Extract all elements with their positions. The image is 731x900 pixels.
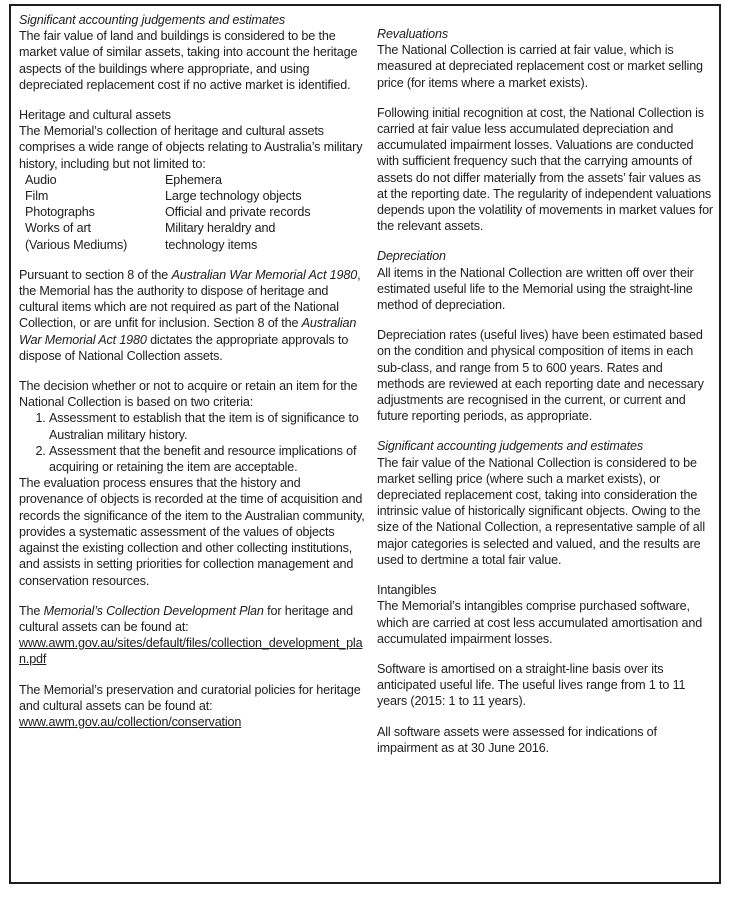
text-fragment: for heritage and cultural assets can be found at: xyxy=(19,603,353,634)
pursuant-section-8-text xyxy=(19,267,367,364)
section-heading-significant-judgements: Significant accounting judgements and estimates xyxy=(19,13,285,27)
evaluation-process-text: The evaluation process ensures that the history and provenance of objects is recorded at the time of acquisition and records the significance of the item to the Australian community, provides a systematic assessment of the values of objects against the existing collection and other collecting institutions, and assists in setting priorities for collection management and conservation resources. xyxy=(19,476,365,588)
collection-fair-value-text: The fair value of the National Collection is considered to be market selling price (where such a market exists), or depreciated replacement cost, taking into consideration the intrinsic value of historically significant objects. Owing to the size of the National Collection, a representative sample of all major categories is selected and valued, and the results are used to dertmine a total fair value. xyxy=(377,455,705,567)
object-type: Ephemera xyxy=(165,172,222,187)
following-recognition-text: Following initial recognition at cost, the National Collection is carried at fair value less accumulated depreciation and accumulated impairment losses. Valuations are conducted with sufficient frequency such that the carrying amounts of assets do not differ materially from the assets’ fair values as at the reporting date. The regularity of independent valuations depends upon the volatility of movements in market values for the relevant assets. xyxy=(377,105,713,234)
heritage-intro-text: The Memorial’s collection of heritage and cultural assets comprises a wide range of objects relating to Australia’s military history, including but not limited to: xyxy=(19,124,363,171)
object-types-list xyxy=(19,172,367,253)
text-fragment: Pursuant to section 8 of the xyxy=(19,267,172,282)
collection-plan-text xyxy=(19,603,367,635)
plan-title: Memorial’s Collection Development Plan xyxy=(43,603,264,618)
object-type: Military heraldry and xyxy=(165,221,276,236)
criteria-item: 2. Assessment that the benefit and resource implications of acquiring or retaining the item are acceptable. xyxy=(49,443,367,475)
right-column xyxy=(377,26,713,756)
intangibles-text: The Memorial’s intangibles comprise purchased software, which are carried at cost less accumulated amortisation and accumulated impairment losses. xyxy=(377,599,703,646)
criteria-item: 1. Assessment to establish that the item is of significance to Australian military history. xyxy=(49,410,367,442)
act-title: Australian War Memorial Act 1980 xyxy=(171,267,358,282)
object-type: Film xyxy=(25,189,49,204)
object-type: Works of art xyxy=(25,221,91,236)
object-type: technology items xyxy=(165,237,258,252)
land-buildings-fair-value-text: The fair value of land and buildings is considered to be the market value of similar assets, taking into account the heritage aspects of the buildings where appropriate, and using depreciated replacement cost if no active market is identified. xyxy=(19,29,358,92)
depreciation-rates-text: Depreciation rates (useful lives) have been estimated based on the condition and physical composition of items in each sub-class, and range from 5 to 600 years. Rates and methods are reviewed at each reporting date and necessary adjustments are recognised in the current, or current and future reporting periods, as appropriate. xyxy=(377,328,704,424)
conservation-policies-link[interactable]: www.awm.gov.au/collection/conservation xyxy=(19,714,242,729)
section-heading-heritage: Heritage and cultural assets xyxy=(19,108,171,123)
left-column xyxy=(19,12,367,730)
collection-plan-link[interactable]: www.awm.gov.au/sites/default/files/collection_development_plan.pdf xyxy=(19,636,363,667)
impairment-text: All software assets were assessed for indications of impairment as at 30 June 2016. xyxy=(377,724,657,755)
object-type: Official and private records xyxy=(165,205,311,220)
section-heading-depreciation: Depreciation xyxy=(377,249,446,264)
text-fragment: The xyxy=(19,603,44,618)
document-frame xyxy=(9,4,721,884)
object-type: Photographs xyxy=(25,205,95,220)
section-heading-significant-judgements-collection: Significant accounting judgements and estimates xyxy=(377,439,643,454)
section-heading-revaluations: Revaluations xyxy=(377,27,449,41)
text-fragment: dictates the appropriate approvals to dispose of National Collection assets. xyxy=(19,332,349,363)
software-amortisation-text: Software is amortised on a straight-line basis over its anticipated useful life. The useful lives range from 1 to 11 years (2015: 1 to 11 years). xyxy=(377,661,686,709)
criteria-list xyxy=(19,410,367,475)
acquisition-decision-text: The decision whether or not to acquire or retain an item for the National Collection is based on two criteria: xyxy=(19,379,358,410)
section-heading-intangibles: Intangibles xyxy=(377,583,437,598)
text-fragment: , the Memorial has the authority to dispose of heritage and cultural items which are not required as part of the National Collection, or are unfit for inclusion. Section 8 of the xyxy=(19,267,361,331)
depreciation-text: All items in the National Collection are written off over their estimated useful life to the Memorial using the straight-line method of depreciation. xyxy=(377,265,694,313)
policies-text: The Memorial’s preservation and curatorial policies for heritage and cultural assets can be found at: xyxy=(19,682,361,713)
revaluations-text: The National Collection is carried at fair value, which is measured at depreciated replacement cost or market selling price (for items where a market exists). xyxy=(377,43,703,90)
object-type: Audio xyxy=(25,172,57,187)
act-title: Australian War Memorial Act 1980 xyxy=(19,316,357,347)
object-type: Large technology objects xyxy=(165,189,302,204)
object-type: (Various Mediums) xyxy=(25,237,128,252)
